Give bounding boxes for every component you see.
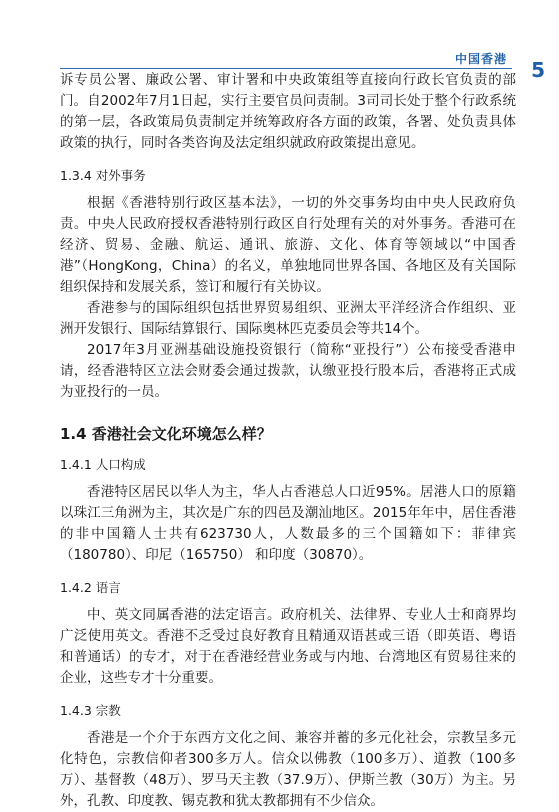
page-number: 5 [531,58,545,82]
paragraph: 中、英文同属香港的法定语言。政府机关、法律界、专业人士和商界均广泛使用英文。香港不乏受过良好教育且精通双语甚或三语（即英语、粤语和普通话）的专才，对于在香港经营业务或与内地、台湾地区有贸易往来的企业，这些专才十分重要。 [60,607,516,686]
header-title: 中国香港 [454,52,507,66]
paragraph: 根据《香港特别行政区基本法》，一切的外交事务均由中央人民政府负责。中央人民政府授权香港特别行政区自行处理有关的对外事务。香港可在经济、贸易、金融、航运、通讯、旅游、文化、体育等领域以“中国香港”（HongKong，China）的名义，单独地同世界各国、各地区及有关国际组织保持和发展关系，签订和履行有关协议。 [60,195,516,295]
section-heading-1-4-3: 1.4.3 宗教 [60,703,121,718]
intro-paragraph: 诉专员公署、廉政公署、审计署和中央政策组等直接向行政长官负责的部门。自2002年7月1日起，实行主要官员问责制。3司司长处于整个行政系统的第一层，各政策局负责制定并统筹政府各方面的政策，各署、处负责具体政策的执行，同时各类咨询及法定组织就政府政策提出意见。 [60,72,516,151]
page-body [60,70,516,812]
page-header [0,0,559,80]
section-heading-1-3-4: 1.3.4 对外事务 [60,168,146,183]
paragraph: 香港是一个介于东西方文化之间、兼容并蓄的多元化社会，宗教呈多元化特色，宗教信仰者300多万人。信众以佛教（100多万）、道教（100多万）、基督教（48万）、罗马天主教（37.9万）、伊斯兰教（30万）为主。另外，孔教、印度教、锡克教和犹太教都拥有不少信众。 [60,730,516,809]
section-heading-1-4-1: 1.4.1 人口构成 [60,457,146,472]
paragraph: 香港特区居民以华人为主，华人占香港总人口近95%。居港人口的原籍以珠江三角洲为主，其次是广东的四邑及潮汕地区。2015年年中，居住香港的非中国籍人士共有623730人，人数最多的三个国籍如下：菲律宾（180780）、印尼（165750） 和印度（30870）。 [60,484,516,563]
paragraph: 香港参与的国际组织包括世界贸易组织、亚洲太平洋经济合作组织、亚洲开发银行、国际结算银行、国际奥林匹克委员会等共14个。 [60,300,516,337]
header-rule [60,68,512,69]
section-heading-1-4-2: 1.4.2 语言 [60,580,121,595]
paragraph: 2017年3月亚洲基础设施投资银行（简称“亚投行”）公布接受香港申请，经香港特区立法会财委会通过拨款，认缴亚投行股本后，香港将正式成为亚投行的一员。 [60,342,516,400]
section-heading-1-4: 1.4 香港社会文化环境怎么样？ [60,425,272,443]
